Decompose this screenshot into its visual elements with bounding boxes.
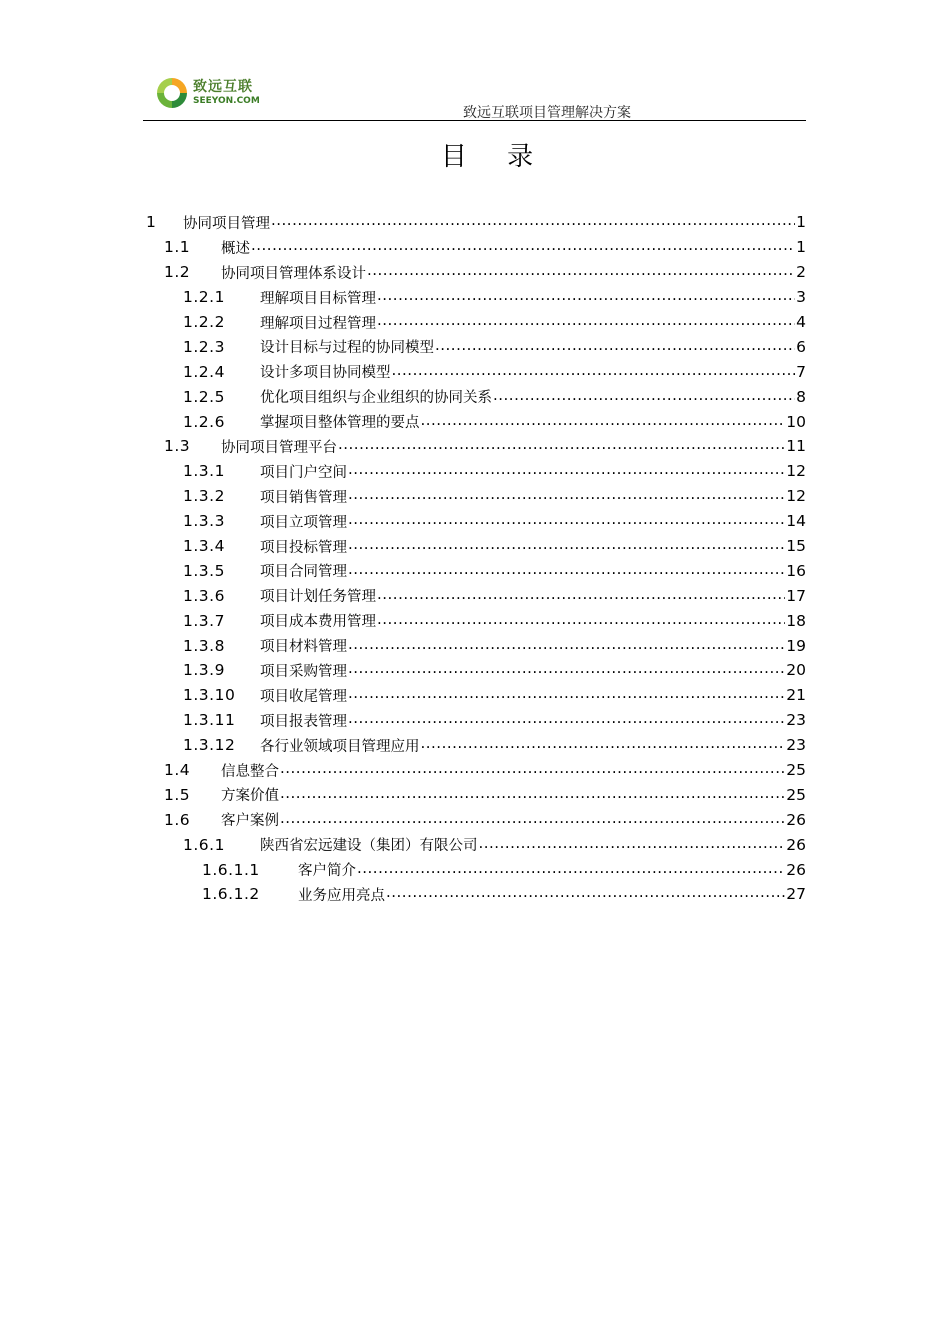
toc-entry[interactable] [146, 235, 806, 260]
toc-entry-page-number: 12 [786, 462, 806, 481]
toc-dot-leader [377, 313, 795, 331]
toc-entry-number: 1.5 [164, 785, 191, 804]
toc-entry-title: 协同项目管理 [183, 215, 270, 232]
toc-entry[interactable] [146, 334, 806, 359]
toc-entry[interactable] [146, 509, 806, 534]
toc-entry-number: 1.2.3 [183, 337, 225, 356]
toc-entry-title: 概述 [221, 240, 250, 257]
toc-entry-page-number: 20 [786, 661, 806, 680]
toc-entry-page-number: 4 [796, 313, 806, 331]
toc-entry-page-number: 27 [786, 885, 806, 904]
seeyon-logo [155, 76, 265, 112]
toc-entry-page-number: 8 [796, 387, 806, 406]
toc-entry-page-number: 18 [786, 611, 806, 630]
toc-dot-leader [348, 462, 785, 480]
toc-entry[interactable] [146, 708, 806, 733]
toc-dot-leader [367, 263, 795, 281]
table-of-contents [146, 210, 806, 907]
toc-entry-title: 项目材料管理 [260, 639, 347, 656]
toc-dot-leader [377, 612, 785, 630]
toc-entry-number: 1.4 [164, 761, 191, 780]
toc-entry-number: 1.3.12 [183, 736, 236, 755]
toc-entry[interactable] [146, 758, 806, 783]
toc-entry-title: 理解项目目标管理 [260, 290, 376, 307]
toc-entry-page-number: 17 [786, 586, 806, 605]
toc-entry-page-number: 21 [786, 686, 806, 705]
toc-entry-number: 1.6.1.1 [202, 860, 260, 879]
toc-entry-title: 项目投标管理 [260, 539, 347, 556]
toc-dot-leader [392, 363, 796, 381]
toc-dot-leader [377, 587, 785, 605]
toc-entry-title: 优化项目组织与企业组织的协同关系 [260, 390, 492, 407]
toc-entry[interactable] [146, 484, 806, 509]
toc-entry[interactable] [146, 832, 806, 857]
toc-dot-leader [251, 238, 795, 256]
toc-entry-page-number: 23 [786, 736, 806, 755]
toc-entry-title: 协同项目管理平台 [221, 439, 337, 456]
toc-entry[interactable] [146, 459, 806, 484]
toc-dot-leader [377, 288, 795, 306]
toc-entry-page-number: 23 [786, 711, 806, 730]
toc-title: 目 录 [440, 142, 550, 172]
toc-entry-page-number: 14 [786, 512, 806, 531]
toc-entry-page-number: 16 [786, 561, 806, 580]
toc-entry-title: 业务应用亮点 [298, 887, 385, 904]
toc-entry-page-number: 3 [796, 288, 806, 307]
toc-entry-page-number: 26 [786, 860, 806, 879]
toc-entry-page-number: 6 [796, 337, 806, 356]
toc-entry[interactable] [146, 384, 806, 409]
header-divider [143, 120, 806, 121]
toc-entry-title: 各行业领域项目管理应用 [260, 738, 420, 755]
toc-dot-leader [386, 885, 785, 903]
toc-entry-page-number: 12 [786, 487, 806, 506]
toc-entry-number: 1 [146, 213, 157, 232]
toc-dot-leader [421, 736, 786, 754]
toc-entry-number: 1.2 [164, 263, 191, 282]
toc-entry-title: 项目成本费用管理 [260, 614, 376, 631]
toc-entry-title: 项目报表管理 [260, 713, 347, 730]
toc-dot-leader [348, 537, 785, 555]
logo-text-cn: 致远互联 [193, 79, 253, 95]
toc-entry-title: 协同项目管理体系设计 [221, 265, 366, 282]
toc-entry-number: 1.2.1 [183, 288, 225, 307]
toc-dot-leader [338, 437, 785, 455]
toc-dot-leader [435, 338, 795, 356]
toc-entry-page-number: 11 [786, 437, 806, 456]
toc-dot-leader [348, 661, 785, 679]
toc-entry-title: 信息整合 [221, 763, 279, 780]
toc-entry[interactable] [146, 857, 806, 882]
toc-entry-number: 1.3.8 [183, 636, 225, 655]
toc-entry-number: 1.2.5 [183, 387, 225, 406]
toc-entry-title: 项目立项管理 [260, 514, 347, 531]
toc-entry-number: 1.3.11 [183, 711, 236, 730]
toc-entry-title: 客户案例 [221, 813, 279, 830]
toc-entry-page-number: 1 [796, 238, 806, 257]
toc-entry-title: 项目门户空间 [260, 464, 347, 481]
toc-entry[interactable] [146, 782, 806, 807]
toc-dot-leader [348, 711, 785, 729]
toc-entry-page-number: 19 [786, 636, 806, 655]
logo-text-en: SEEYON.COM [193, 96, 260, 106]
toc-entry-title: 设计目标与过程的协同模型 [260, 340, 434, 357]
toc-entry-page-number: 25 [786, 785, 806, 804]
toc-entry-title: 项目销售管理 [260, 489, 347, 506]
toc-entry[interactable] [146, 409, 806, 434]
toc-entry-number: 1.3.5 [183, 561, 225, 580]
toc-entry-title: 掌握项目整体管理的要点 [260, 415, 420, 432]
header-title: 致远互联项目管理解决方案 [463, 105, 631, 121]
toc-entry-page-number: 2 [796, 263, 806, 282]
toc-dot-leader [493, 388, 795, 406]
toc-entry-number: 1.2.4 [183, 362, 225, 381]
toc-entry[interactable] [146, 658, 806, 683]
toc-entry-number: 1.3.10 [183, 686, 236, 705]
toc-entry-page-number: 1 [796, 213, 806, 232]
toc-entry[interactable] [146, 583, 806, 608]
toc-entry-title: 设计多项目协同模型 [260, 365, 391, 382]
toc-dot-leader [271, 213, 795, 231]
toc-entry-number: 1.3.9 [183, 661, 225, 680]
seeyon-logo-icon [155, 76, 189, 110]
toc-entry-title: 理解项目过程管理 [260, 315, 376, 332]
toc-entry-number: 1.6.1 [183, 835, 225, 854]
toc-dot-leader [280, 811, 785, 829]
toc-entry[interactable] [146, 807, 806, 832]
toc-entry[interactable] [146, 260, 806, 285]
toc-entry-title: 项目收尾管理 [260, 688, 347, 705]
toc-entry-number: 1.6 [164, 810, 191, 829]
toc-entry-page-number: 26 [786, 810, 806, 829]
toc-entry-number: 1.3.6 [183, 586, 225, 605]
toc-entry-title: 项目采购管理 [260, 663, 347, 680]
toc-entry-number: 1.3.1 [183, 462, 225, 481]
toc-dot-leader [348, 686, 785, 704]
toc-entry-title: 方案价值 [221, 788, 279, 805]
toc-entry[interactable] [146, 210, 806, 235]
toc-entry-number: 1.3.7 [183, 611, 225, 630]
toc-entry[interactable] [146, 733, 806, 758]
toc-dot-leader [357, 861, 785, 879]
toc-entry-title: 项目合同管理 [260, 564, 347, 581]
toc-entry-number: 1.2.2 [183, 313, 225, 331]
toc-entry-number: 1.3.2 [183, 487, 225, 506]
toc-entry-page-number: 15 [786, 537, 806, 556]
toc-dot-leader [348, 512, 785, 530]
toc-dot-leader [280, 761, 785, 779]
page-header [143, 70, 806, 121]
toc-entry-number: 1.3 [164, 437, 191, 456]
toc-entry[interactable] [146, 434, 806, 459]
toc-entry-number: 1.3.4 [183, 537, 225, 556]
toc-entry[interactable] [146, 359, 806, 384]
toc-dot-leader [421, 413, 786, 431]
toc-dot-leader [348, 562, 785, 580]
toc-entry-title: 客户简介 [298, 863, 356, 880]
toc-dot-leader [348, 487, 785, 505]
toc-dot-leader [348, 637, 785, 655]
toc-entry-page-number: 25 [786, 761, 806, 780]
toc-entry[interactable] [146, 310, 806, 335]
toc-entry-title: 项目计划任务管理 [260, 589, 376, 606]
toc-entry-page-number: 10 [786, 412, 806, 431]
toc-entry[interactable] [146, 608, 806, 633]
toc-entry-title: 陕西省宏远建设（集团）有限公司 [260, 838, 478, 855]
toc-entry-page-number: 7 [796, 362, 806, 381]
toc-entry[interactable] [146, 633, 806, 658]
toc-entry[interactable] [146, 534, 806, 559]
toc-entry-number: 1.1 [164, 238, 191, 257]
toc-dot-leader [479, 836, 786, 854]
toc-entry[interactable] [146, 558, 806, 583]
toc-entry-number: 1.2.6 [183, 412, 225, 431]
toc-entry-number: 1.3.3 [183, 512, 225, 531]
toc-entry[interactable] [146, 683, 806, 708]
toc-entry-number: 1.6.1.2 [202, 885, 260, 904]
toc-dot-leader [280, 786, 785, 804]
toc-entry[interactable] [146, 285, 806, 310]
toc-entry-page-number: 26 [786, 835, 806, 854]
toc-entry[interactable] [146, 882, 806, 907]
